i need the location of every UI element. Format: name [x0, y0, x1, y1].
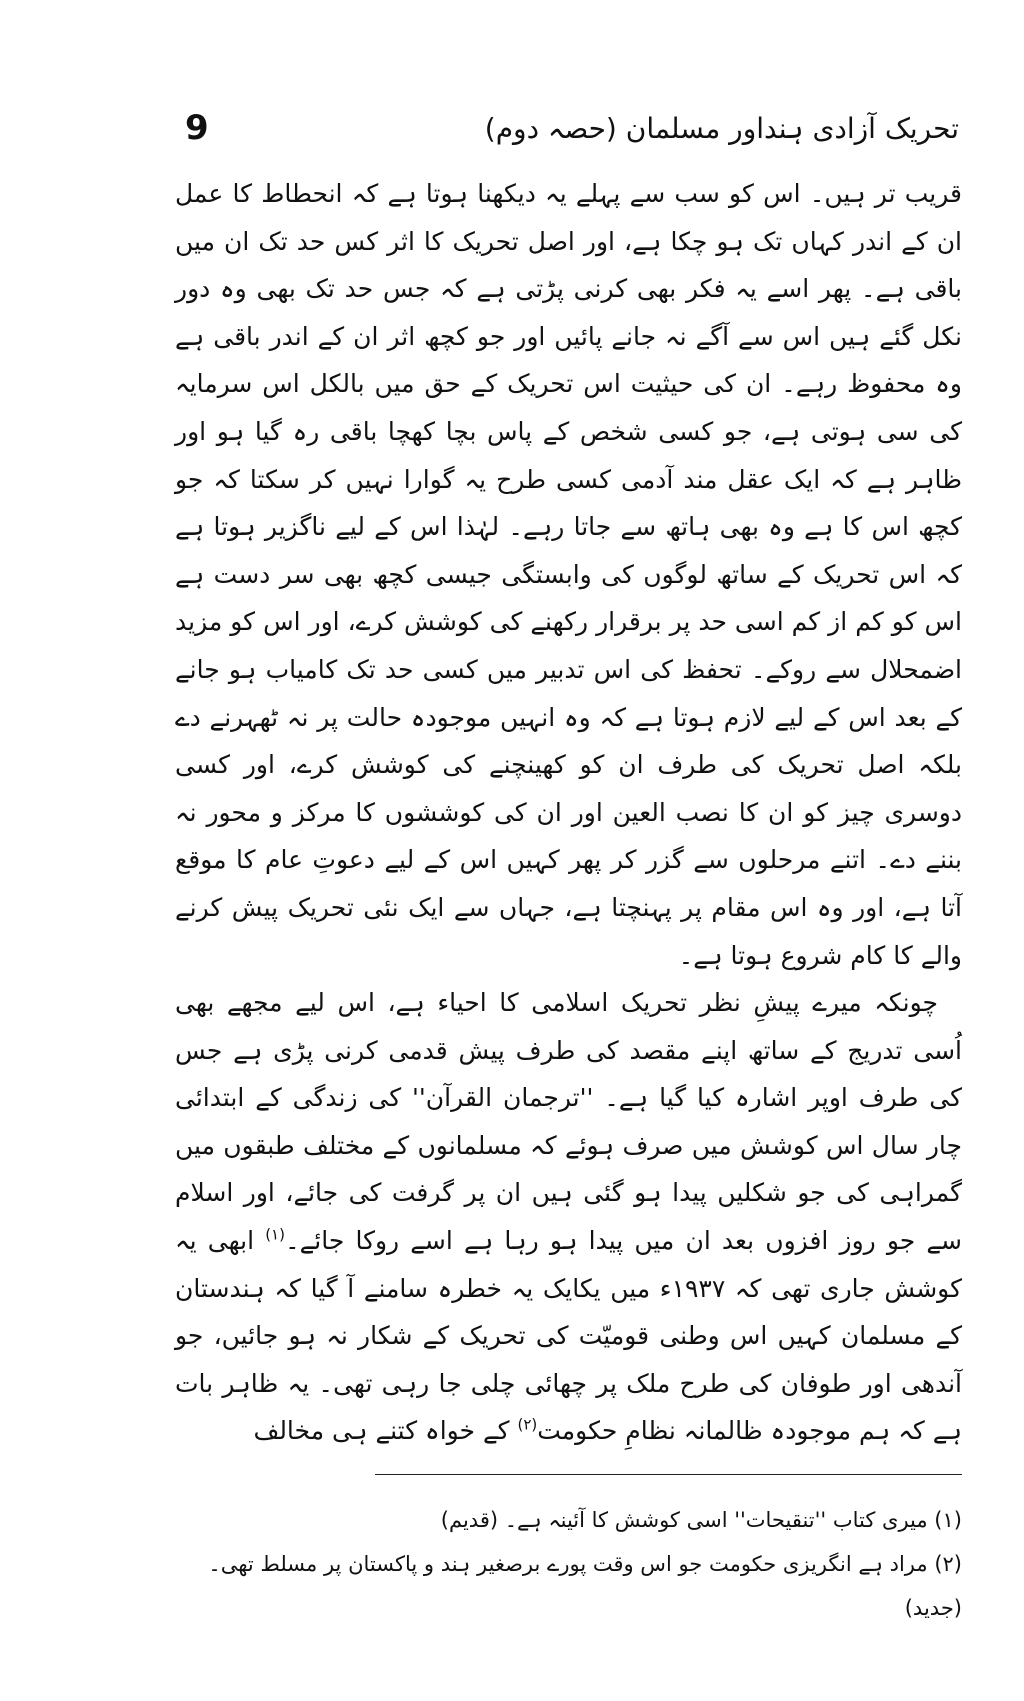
page-number: 9: [185, 108, 209, 148]
paragraph-text: ابھی یہ کوشش جاری تھی کہ ۱۹۳۷ء میں یکایک یہ خطرہ سامنے آ گیا کہ ہندستان کے مسلمان کہیں اس وطنی قومیّت کی تحریک کے شکار نہ ہو جائیں، جو آندھی اور طوفان کی طرح ملک پر چھائی چلی جا رہی تھی۔ یہ ظاہر بات ہے کہ ہم موجودہ ظالمانہ نظامِ حکومت: [175, 1226, 962, 1446]
page-header: [185, 108, 959, 158]
footnotes: [175, 1498, 962, 1630]
paragraph-text: کے خواہ کتنے ہی مخالف: [253, 1416, 518, 1446]
paragraph: [175, 979, 962, 1455]
body-text: [175, 170, 962, 1455]
footnote-1: (۱) میری کتاب ''تنقیحات'' اسی کوشش کا آئینہ ہے۔ (قدیم): [440, 1508, 962, 1532]
footnote-ref-2: (۲): [517, 1416, 538, 1435]
paragraph-text: قریب تر ہیں۔ اس کو سب سے پہلے یہ دیکھنا ہوتا ہے کہ انحطاط کا عمل ان کے اندر کہاں تک ہو چکا ہے، اور اصل تحریک کا اثر کس حد تک ان میں باقی ہے۔ پھر اسے یہ فکر بھی کرنی پڑتی ہے کہ جس حد تک بھی وہ دور نکل گئے ہیں اس سے آگے نہ جانے پائیں اور جو کچھ اثر ان کے اندر باقی ہے وہ محفوظ رہے۔ ان کی حیثیت اس تحریک کے حق میں بالکل اس سرمایہ کی سی ہوتی ہے، جو کسی شخص کے پاس بچا کھچا باقی رہ گیا ہو اور ظاہر ہے کہ ایک عقل مند آدمی کسی طرح یہ گوارا نہیں کر سکتا کہ جو کچھ اس کا ہے وہ بھی ہاتھ سے جاتا رہے۔ لہٰذا اس کے لیے ناگزیر ہوتا ہے کہ اس تحریک کے ساتھ لوگوں کی وابستگی جیسی کچھ بھی سر دست ہے اس کو کم از کم اسی حد پر برقرار رکھنے کی کوشش کرے، اور اس کو مزید اضمحلال سے روکے۔ تحفظ کی اس تدبیر میں کسی حد تک کامیاب ہو جانے کے بعد اس کے لیے لازم ہوتا ہے کہ وہ انہیں موجودہ حالت پر نہ ٹھہرنے دے بلکہ اصل تحریک کی طرف ان کو کھینچنے کی کوشش کرے، اور کسی دوسری چیز کو ان کا نصب العین اور ان کی کوششوں کا مرکز و محور نہ بننے دے۔ اتنے مرحلوں سے گزر کر پھر کہیں اس کے لیے دعوتِ عام کا موقع آتا ہے، اور وہ اس مقام پر پہنچتا ہے، جہاں سے ایک نئی تحریک پیش کرنے والے کا کام شروع ہوتا ہے۔: [175, 179, 962, 970]
running-title: تحریک آزادی ہنداور مسلمان (حصہ دوم): [484, 112, 959, 145]
footnote-ref-1: (۱): [265, 1225, 285, 1244]
paragraph: [175, 170, 962, 979]
footnote-divider: [375, 1474, 962, 1475]
footnote-2: (۲) مراد ہے انگریزی حکومت جو اس وقت پورے برصغیر ہند و پاکستان پر مسلط تھی۔ (جدید): [208, 1552, 962, 1620]
paragraph-text: چونکہ میرے پیشِ نظر تحریک اسلامی کا احیاء ہے، اس لیے مجھے بھی اُسی تدریج کے ساتھ اپنے مقصد کی طرف پیش قدمی کرنی پڑی ہے جس کی طرف اوپر اشارہ کیا گیا ہے۔ ''ترجمان القرآن'' کی زندگی کے ابتدائی چار سال اس کوشش میں صرف ہوئے کہ مسلمانوں کے مختلف طبقوں میں گمراہی کی جو شکلیں پیدا ہو گئی ہیں ان پر گرفت کی جائے، اور اسلام سے جو روز افزوں بعد ان میں پیدا ہو رہا ہے اسے روکا جائے۔: [175, 988, 963, 1256]
